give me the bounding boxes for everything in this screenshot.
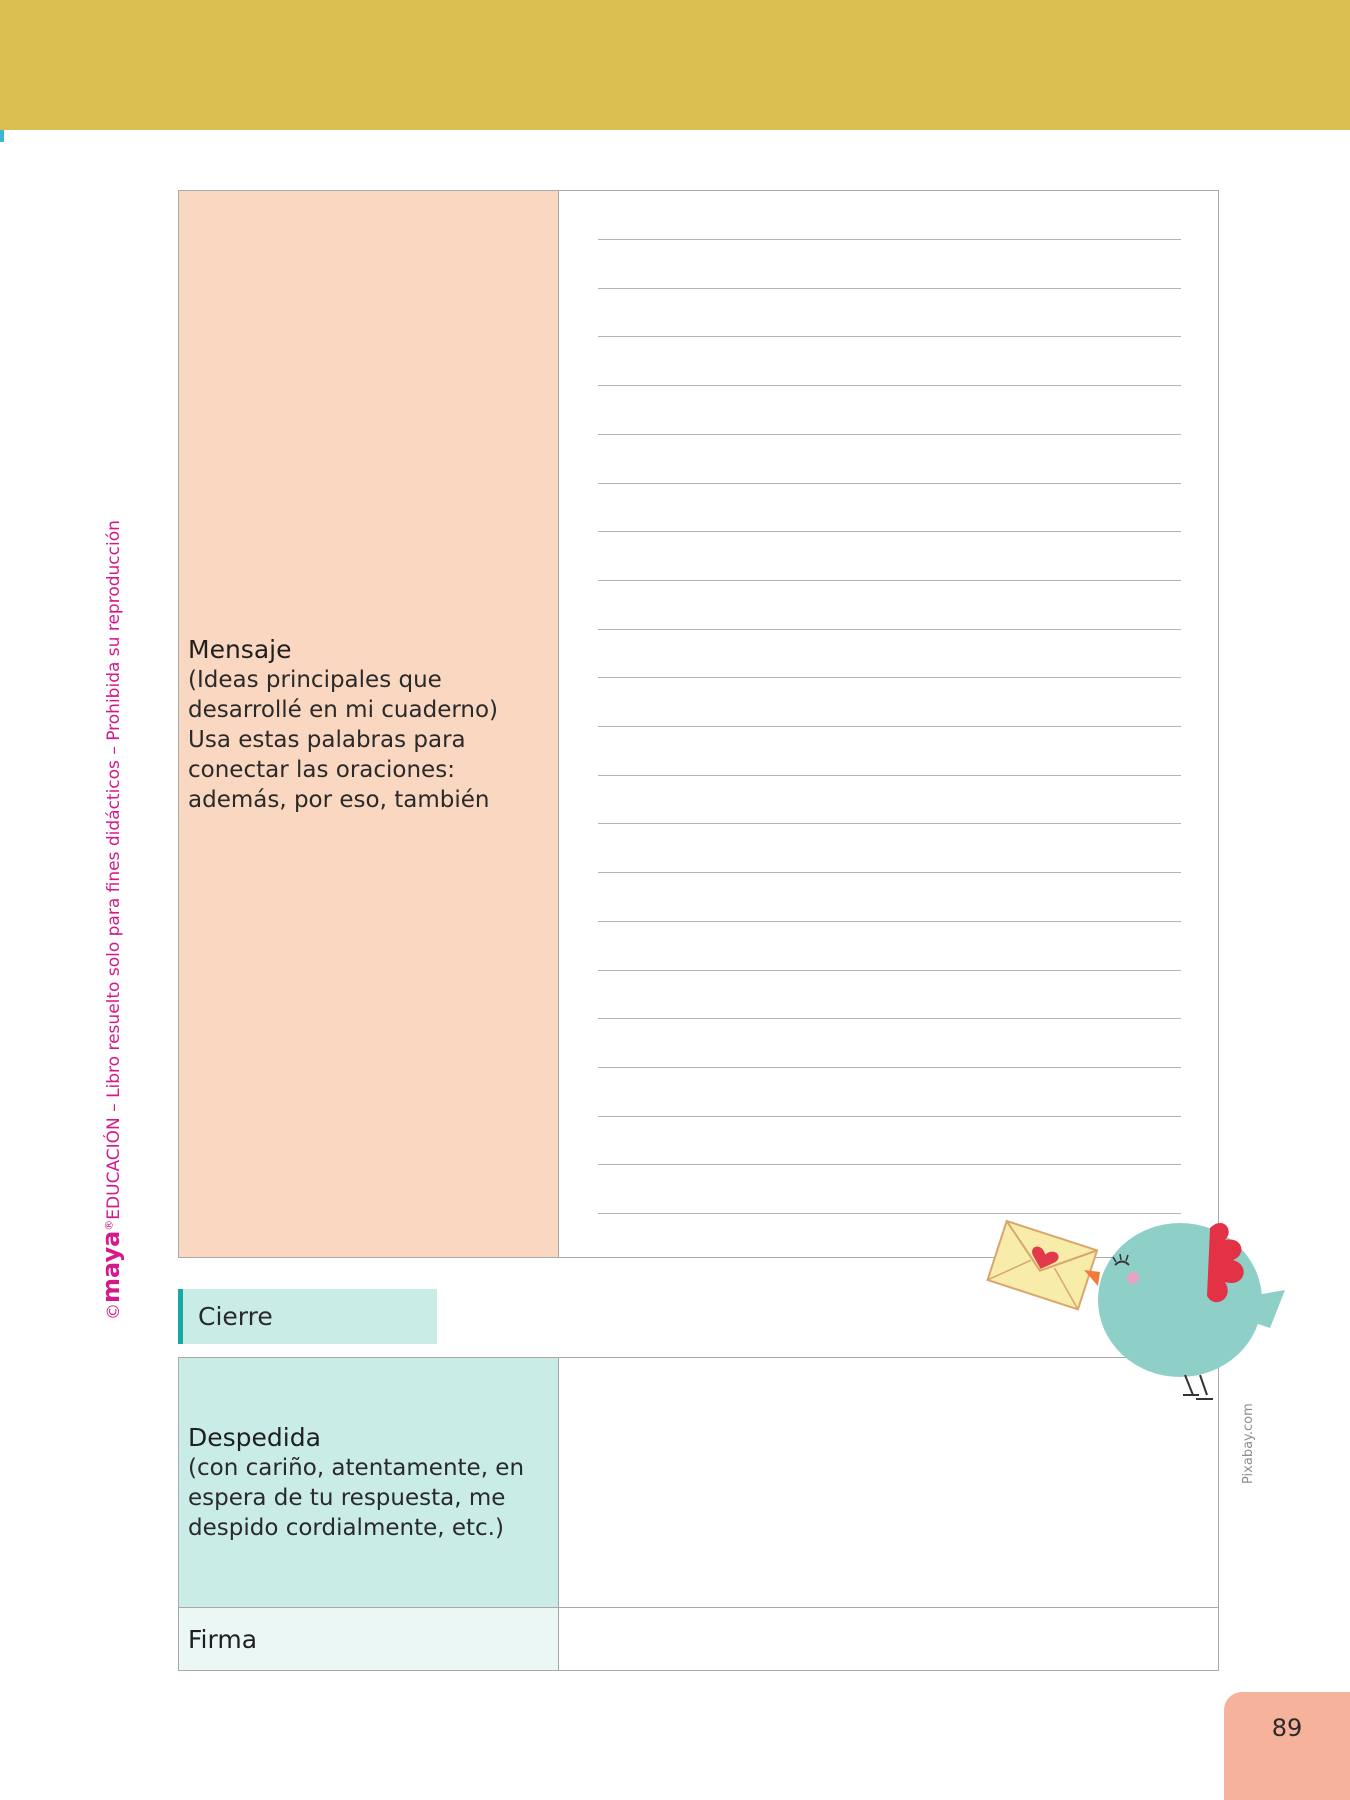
despedida-label-cell <box>178 1357 559 1608</box>
firma-label-cell <box>178 1607 559 1671</box>
mensaje-label-cell <box>178 190 559 1258</box>
mensaje-desc-line: Usa estas palabras para <box>188 726 466 753</box>
despedida-desc-line: espera de tu respuesta, me <box>188 1485 506 1511</box>
writing-rule-line <box>598 823 1181 824</box>
writing-rule-line <box>598 385 1181 386</box>
writing-rule-line <box>598 921 1181 922</box>
writing-rule-line <box>598 580 1181 581</box>
image-credit: Pixabay.com <box>1241 1403 1256 1484</box>
writing-rule-line <box>598 775 1181 776</box>
copyright-text: EDUCACIÓN – Libro resuelto solo para fines didácticos – Prohibida su reproducción <box>104 520 124 1220</box>
despedida-desc-line: (con cariño, atentamente, en <box>188 1455 525 1481</box>
despedida-title: Despedida <box>188 1423 321 1452</box>
bird-with-envelope-icon <box>985 1210 1295 1410</box>
header-band <box>0 0 1350 130</box>
cierre-label: Cierre <box>198 1302 273 1331</box>
writing-rule-line <box>598 1018 1181 1019</box>
writing-rule-line <box>598 336 1181 337</box>
mensaje-desc-line: (Ideas principales que <box>188 666 442 693</box>
writing-rule-line <box>598 629 1181 630</box>
page-number: 89 <box>1271 1714 1303 1742</box>
firma-writing-area[interactable] <box>558 1607 1219 1671</box>
despedida-desc-line: despido cordialmente, etc.) <box>188 1515 504 1541</box>
mensaje-desc-line: conectar las oraciones: <box>188 756 455 783</box>
registered-mark: ® <box>102 1219 116 1231</box>
page-number-tab <box>1224 1692 1350 1800</box>
writing-rule-line <box>598 239 1181 240</box>
cierre-section-heading <box>178 1289 437 1344</box>
writing-rule-line <box>598 434 1181 435</box>
writing-rule-line <box>598 970 1181 971</box>
writing-rule-line <box>598 288 1181 289</box>
mensaje-desc-line: desarrollé en mi cuaderno) <box>188 696 499 723</box>
header-accent <box>0 130 4 142</box>
copyright-symbol: © <box>104 1303 124 1320</box>
mensaje-title: Mensaje <box>188 634 292 664</box>
writing-rule-line <box>598 1116 1181 1117</box>
writing-rule-line <box>598 872 1181 873</box>
writing-rule-line <box>598 483 1181 484</box>
writing-rule-line <box>598 677 1181 678</box>
mensaje-writing-area[interactable] <box>558 190 1219 1258</box>
mensaje-desc-line: además, por eso, también <box>188 786 490 813</box>
writing-rule-line <box>598 1067 1181 1068</box>
writing-rule-line <box>598 726 1181 727</box>
firma-label: Firma <box>188 1624 258 1654</box>
publisher-brand: maya <box>97 1230 125 1303</box>
writing-rule-line <box>598 531 1181 532</box>
copyright-notice <box>97 520 125 1320</box>
writing-rule-line <box>598 1164 1181 1165</box>
